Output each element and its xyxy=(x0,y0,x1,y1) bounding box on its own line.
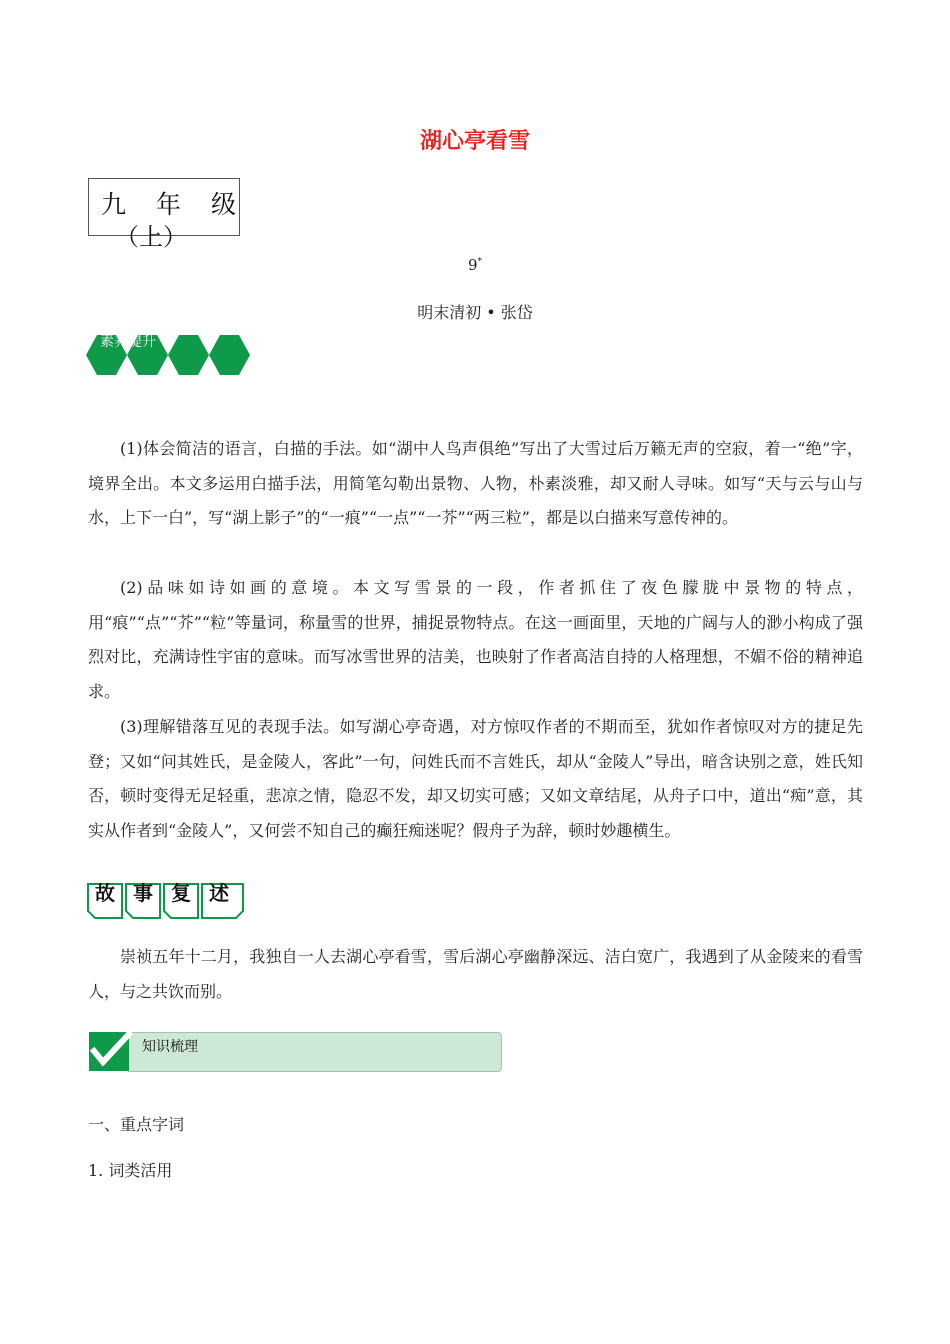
hexagon-icon xyxy=(209,335,250,375)
story-section-label: 故事复述 xyxy=(95,881,247,905)
grade-box xyxy=(88,178,267,251)
literacy-section-label: 素养提升 xyxy=(100,334,156,350)
heading-key-words: 一、重点字词 xyxy=(88,1115,185,1134)
hexagon-icon xyxy=(168,335,209,375)
page-title: 湖心亭看雪 xyxy=(419,129,530,154)
story-summary: 崇祯五年十二月，我独自一人去湖心亭看雪，雪后湖心亭幽静深远、洁白宽广，我遇到了从金陵来的看雪人，与之共饮而别。 xyxy=(88,947,863,1001)
lesson-number-value: 9 xyxy=(467,256,478,274)
checkmark-icon xyxy=(88,1029,132,1073)
paragraph-2: (2)品味如诗如画的意境。本文写雪景的一段，作者抓住了夜色朦胧中景物的特点，用“痕”“点”“芥”“粒”等量词，称量雪的世界，捕捉景物特点。在这一画面里，天地的广阔与人的渺小构成了强烈对比，充满诗性宇宙的意味。而写冰雪世界的洁美，也映射了作者高洁自持的人格理想，不媚不俗的精神追求。 xyxy=(88,578,863,701)
author-line: 明末清初 • 张岱 xyxy=(417,303,533,322)
paragraph-3: (3)理解错落互见的表现手法。如写湖心亭奇遇，对方惊叹作者的不期而至，犹如作者惊叹对方的捷足先登；又如“问其姓氏，是金陵人，客此”一句，问姓氏而不言姓氏，却从“金陵人”导出，暗含诀别之意，姓氏知否，顿时变得无足轻重，悲凉之情，隐忍不发，却又切实可感；又如文章结尾，从舟子口中，道出“痴”意，其实从作者到“金陵人”，又何尝不知自己的癫狂痴迷呢？假舟子为辞，顿时妙趣横生。 xyxy=(88,717,863,840)
literacy-section-header xyxy=(86,333,256,377)
grade-label: 九年级 xyxy=(101,190,267,219)
knowledge-section-banner xyxy=(88,1029,501,1073)
heading-word-class: 1. 词类活用 xyxy=(88,1161,173,1180)
paragraph-1: (1)体会简洁的语言，白描的手法。如“湖中人鸟声俱绝”写出了大雪过后万籁无声的空寂，着一“绝”字，境界全出。本文多运用白描手法，用简笔勾勒出景物、人物，朴素淡雅，却又耐人寻味。如写“天与云与山与水，上下一白”，写“湖上影子”的“一痕”“一点”“一芥”“两三粒”，都是以白描来写意传神的。 xyxy=(88,439,863,527)
grade-term: （上） xyxy=(115,223,187,251)
lesson-mark: * xyxy=(477,257,483,267)
story-section-header xyxy=(86,880,246,920)
knowledge-section-label: 知识梳理 xyxy=(142,1039,198,1055)
lesson-number xyxy=(0,256,950,274)
